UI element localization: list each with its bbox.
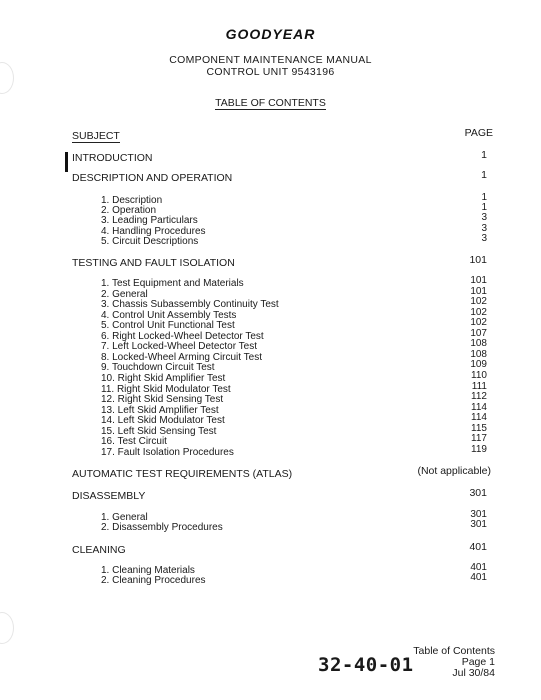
toc-item: 6. Right Locked-Wheel Detector Test — [101, 331, 264, 342]
toc-item-page: 112 — [471, 391, 487, 402]
toc-item: 1. General — [101, 512, 148, 523]
section-page: 1 — [481, 169, 487, 181]
section-page: 401 — [469, 541, 487, 553]
toc-item: 14. Left Skid Modulator Test — [101, 415, 225, 426]
brand-logo: GOODYEAR — [225, 26, 316, 42]
unit-title: CONTROL UNIT 9543196 — [206, 66, 335, 78]
toc-item-page: 102 — [470, 317, 487, 328]
toc-item: 3. Leading Particulars — [101, 215, 198, 226]
toc-item: 10. Right Skid Amplifier Test — [101, 373, 226, 384]
toc-item-page: 401 — [470, 572, 487, 583]
section-title: DISASSEMBLY — [72, 490, 146, 502]
footer-date: Jul 30/84 — [452, 667, 495, 679]
toc-item: 3. Chassis Subassembly Continuity Test — [101, 299, 279, 310]
toc-item-page: 3 — [481, 212, 487, 223]
toc-item: 13. Left Skid Amplifier Test — [101, 405, 219, 416]
section-title: TESTING AND FAULT ISOLATION — [72, 257, 235, 269]
toc-item: 12. Right Skid Sensing Test — [101, 394, 224, 405]
toc-item: 1. Cleaning Materials — [101, 565, 195, 576]
section-title: DESCRIPTION AND OPERATION — [72, 172, 233, 184]
toc-item-page: 108 — [470, 349, 487, 360]
section-title: CLEANING — [72, 544, 126, 556]
toc-item: 5. Control Unit Functional Test — [101, 320, 235, 331]
toc-item: 4. Handling Procedures — [101, 226, 206, 237]
toc-item-page: 102 — [470, 296, 487, 307]
change-bar — [65, 152, 68, 172]
document-number: 32-40-01 — [318, 654, 414, 676]
toc-item: 7. Left Locked-Wheel Detector Test — [101, 341, 258, 352]
toc-item: 2. Disassembly Procedures — [101, 522, 223, 533]
toc-title: TABLE OF CONTENTS — [215, 97, 326, 109]
toc-item-page: 107 — [470, 328, 487, 339]
manual-title: COMPONENT MAINTENANCE MANUAL — [169, 54, 372, 66]
section-page: 1 — [481, 149, 487, 161]
toc-item: 2. Cleaning Procedures — [101, 575, 206, 586]
toc-item-page: 401 — [470, 562, 487, 573]
toc-item-page: 301 — [470, 519, 487, 530]
toc-item-page: 1 — [481, 192, 487, 203]
toc-item-page: 101 — [470, 286, 487, 297]
toc-item: 16. Test Circuit — [101, 436, 167, 447]
toc-item: 2. General — [101, 289, 148, 300]
toc-item: 8. Locked-Wheel Arming Circuit Test — [101, 352, 262, 363]
footer-section: Table of Contents — [413, 645, 495, 657]
toc-item: 15. Left Skid Sensing Test — [101, 426, 217, 437]
toc-item: 11. Right Skid Modulator Test — [101, 384, 231, 395]
toc-item-page: 110 — [471, 370, 487, 381]
section-title: AUTOMATIC TEST REQUIREMENTS (ATLAS) — [72, 468, 293, 480]
toc-item-page: 114 — [471, 402, 487, 413]
toc-item-page: 301 — [470, 509, 487, 520]
toc-item-page: 102 — [470, 307, 487, 318]
toc-item: 1. Description — [101, 195, 163, 206]
toc-item-page: 115 — [471, 423, 487, 434]
toc-item-page: 109 — [470, 359, 487, 370]
section-page: 101 — [469, 254, 487, 266]
toc-item: 9. Touchdown Circuit Test — [101, 362, 215, 373]
section-page: (Not applicable) — [417, 465, 491, 477]
page-column-header: PAGE — [464, 127, 493, 139]
toc-item: 17. Fault Isolation Procedures — [101, 447, 234, 458]
toc-item-page: 3 — [481, 223, 487, 234]
toc-item-page: 108 — [470, 338, 487, 349]
subject-column-header: SUBJECT — [72, 130, 120, 142]
toc-item-page: 114 — [471, 412, 487, 423]
toc-item-page: 3 — [481, 233, 487, 244]
toc-item: 1. Test Equipment and Materials — [101, 278, 244, 289]
section-title: INTRODUCTION — [72, 152, 153, 164]
section-page: 301 — [469, 487, 487, 499]
toc-item-page: 117 — [471, 433, 487, 444]
toc-item: 4. Control Unit Assembly Tests — [101, 310, 237, 321]
toc-item-page: 119 — [471, 444, 487, 455]
toc-item-page: 101 — [470, 275, 487, 286]
toc-item-page: 111 — [471, 381, 487, 392]
footer-page: Page 1 — [461, 656, 495, 668]
toc-item: 2. Operation — [101, 205, 157, 216]
toc-item-page: 1 — [481, 202, 487, 213]
toc-item: 5. Circuit Descriptions — [101, 236, 199, 247]
binder-hole-bottom — [0, 612, 14, 644]
